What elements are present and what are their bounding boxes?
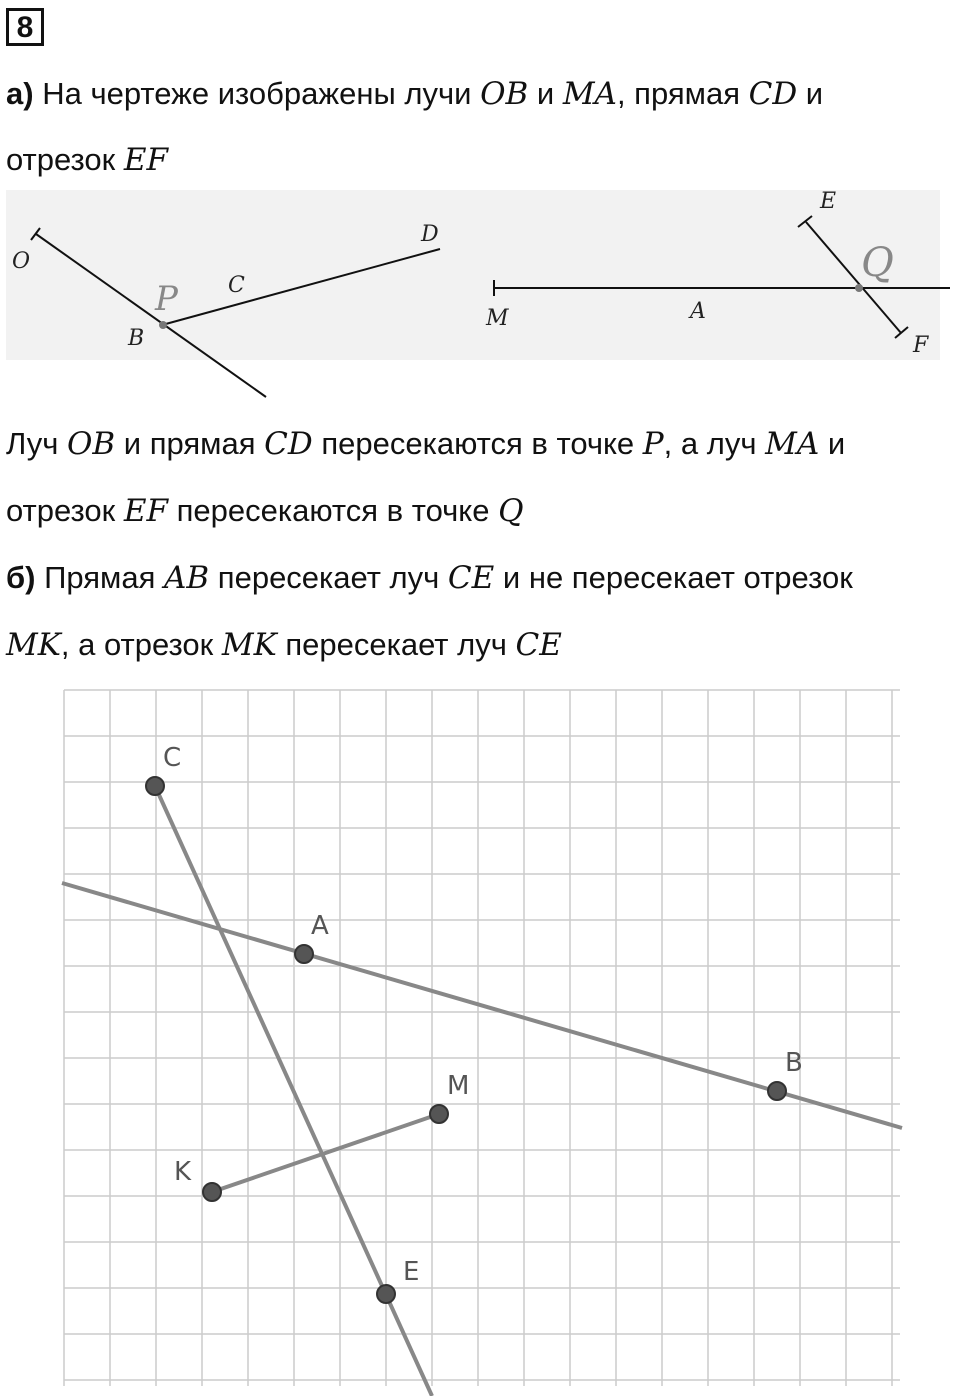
text: пересекает луч [276,627,516,662]
point-p [159,321,167,329]
label-e: E [820,189,837,214]
label-m: M [447,1071,470,1101]
grid [64,690,900,1386]
text: и прямая [115,426,265,461]
text: Прямая [35,560,165,595]
math-q: Q [498,493,524,529]
text: и [819,426,846,461]
label-c: C [163,743,182,773]
part-a-line-2 [6,142,168,178]
text: пересекаются в точке [167,493,499,528]
part-b-line-2 [6,627,562,663]
point-m [430,1105,448,1123]
part-a-answer-line-2 [6,493,523,529]
label-c: C [228,273,245,298]
label-m: M [486,306,509,331]
label-d: D [421,222,439,247]
label-a: A [690,299,706,324]
text: Луч [6,426,67,461]
text: отрезок [6,142,124,177]
point-k [203,1183,221,1201]
figure-a [0,188,960,403]
part-a-line-1 [6,76,823,112]
text: пересекает луч [209,560,448,595]
text: , а отрезок [60,627,222,662]
text: отрезок [6,493,124,528]
part-a-label: а) [6,76,34,111]
point-c [146,777,164,795]
label-e: E [403,1257,420,1287]
math-ob: OB [66,426,116,462]
point-a [295,945,313,963]
text: пересекаются в точке [312,426,643,461]
text: , а луч [663,426,766,461]
math-ce: CE [447,560,495,596]
text: , прямая [616,76,749,111]
label-p: P [155,279,178,319]
math-ob: OB [480,76,529,112]
text: На чертеже изображены лучи [42,76,481,111]
math-cd: CD [264,426,313,462]
part-b-label: б) [6,560,36,595]
point-e [377,1285,395,1303]
text: и [528,76,563,111]
text: и [797,76,824,111]
part-a-answer-line-1 [6,426,845,462]
task-number: 8 [6,8,44,46]
label-b: B [785,1048,803,1078]
label-f: F [913,333,929,358]
math-ma: MA [562,76,617,112]
point-b [768,1082,786,1100]
text: и не пересекает отрезок [494,560,853,595]
math-ab: AB [164,560,210,596]
math-ma: MA [765,426,820,462]
math-ef: EF [123,142,168,178]
math-ce: CE [515,627,562,663]
label-q: Q [861,240,894,286]
math-mk: MK [6,627,61,663]
figure-a-background [6,190,940,360]
math-p: P [642,426,664,462]
label-b: B [128,326,145,351]
figure-b [0,680,960,1396]
label-k: K [174,1157,192,1187]
math-cd: CD [748,76,798,112]
part-b-line-1 [6,560,853,596]
segment-mk [212,1114,439,1192]
label-a: A [311,911,329,941]
math-ef: EF [123,493,168,529]
label-o: O [12,249,31,274]
math-mk: MK [221,627,277,663]
